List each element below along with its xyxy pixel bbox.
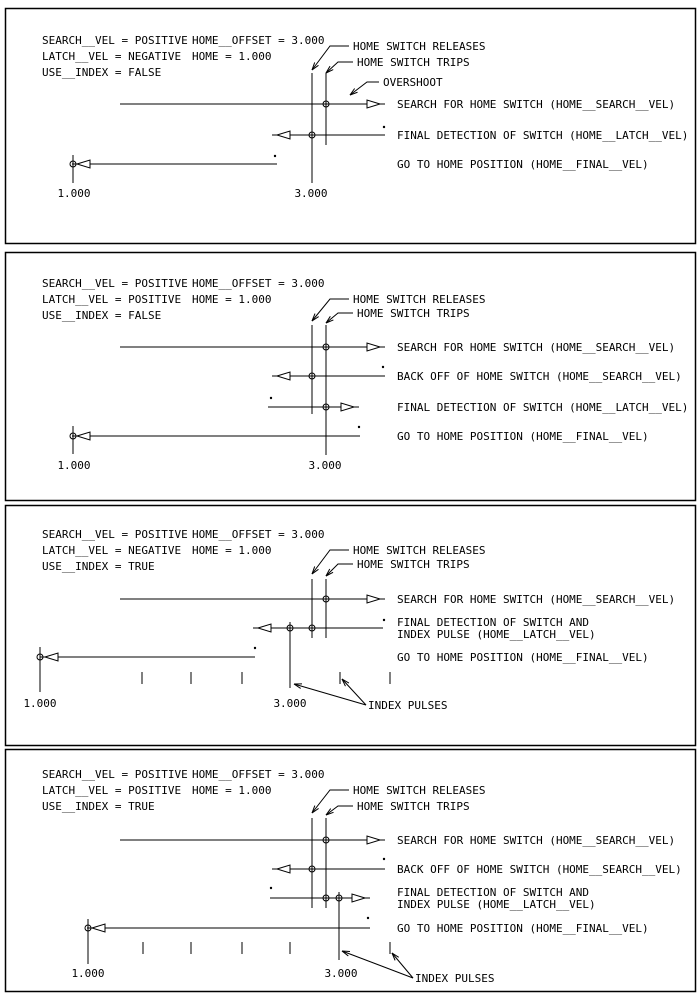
search-move-label: SEARCH FOR HOME SWITCH (HOME__SEARCH__VEL)	[397, 593, 676, 606]
search-move-arrowhead-icon	[367, 595, 380, 603]
goto-home-move-arrowhead-icon	[45, 653, 58, 661]
param-text: USE__INDEX = FALSE	[42, 66, 162, 79]
home-switch-releases-label: HOME SWITCH RELEASES	[353, 544, 486, 557]
index-pulses-leader-arrow-icon	[342, 951, 350, 952]
param-text: USE__INDEX = FALSE	[42, 309, 162, 322]
goto-home-move-label: GO TO HOME POSITION (HOME__FINAL__VEL)	[397, 158, 649, 171]
param-text: USE__INDEX = TRUE	[42, 560, 155, 573]
home-switch-trips-label: HOME SWITCH TRIPS	[357, 56, 470, 69]
axis-label: 1.000	[57, 187, 91, 200]
param-text: USE__INDEX = TRUE	[42, 800, 155, 813]
index-pulses-label: INDEX PULSES	[368, 699, 448, 712]
goto-home-move-label: GO TO HOME POSITION (HOME__FINAL__VEL)	[397, 651, 649, 664]
axis-label: 3.000	[308, 459, 342, 472]
latch-move-arrowhead-icon	[277, 131, 290, 139]
param-text: HOME__OFFSET = 3.000	[192, 277, 325, 290]
param-text: HOME = 1.000	[192, 784, 272, 797]
param-text: SEARCH__VEL = POSITIVE	[42, 277, 188, 290]
goto-home-move-label: GO TO HOME POSITION (HOME__FINAL__VEL)	[397, 430, 649, 443]
goto-home-move-label: GO TO HOME POSITION (HOME__FINAL__VEL)	[397, 922, 649, 935]
index-pulses-label: INDEX PULSES	[415, 972, 495, 985]
latch-move-label: FINAL DETECTION OF SWITCH AND	[397, 616, 590, 629]
goto-home-move-start-dot	[358, 426, 360, 428]
param-text: HOME = 1.000	[192, 544, 272, 557]
latch-move-start-dot	[270, 887, 272, 889]
search-move-arrowhead-icon	[367, 343, 380, 351]
param-text: LATCH__VEL = NEGATIVE	[42, 544, 182, 557]
goto-home-move-start-dot	[274, 155, 276, 157]
home-switch-releases-label: HOME SWITCH RELEASES	[353, 40, 486, 53]
panel-4	[6, 750, 696, 992]
panel-1	[6, 9, 696, 244]
param-text: HOME = 1.000	[192, 293, 272, 306]
axis-label: 1.000	[71, 967, 105, 980]
backoff-move-start-dot	[383, 858, 385, 860]
backoff-move-label: BACK OFF OF HOME SWITCH (HOME__SEARCH__VEL)	[397, 863, 682, 876]
latch-move-label: FINAL DETECTION OF SWITCH AND	[397, 886, 590, 899]
search-move-arrowhead-icon	[367, 100, 380, 108]
axis-label: 3.000	[294, 187, 328, 200]
param-text: HOME__OFFSET = 3.000	[192, 528, 325, 541]
latch-move-arrowhead-icon	[258, 624, 271, 632]
search-move-label: SEARCH FOR HOME SWITCH (HOME__SEARCH__VEL)	[397, 98, 676, 111]
overshoot-label: OVERSHOOT	[383, 76, 443, 89]
param-text: HOME__OFFSET = 3.000	[192, 34, 325, 47]
param-text: LATCH__VEL = POSITIVE	[42, 784, 182, 797]
goto-home-move-start-dot	[254, 647, 256, 649]
latch-move-label: FINAL DETECTION OF SWITCH (HOME__LATCH__VEL)	[397, 129, 689, 142]
backoff-move-start-dot	[382, 366, 384, 368]
goto-home-move-arrowhead-icon	[77, 432, 90, 440]
axis-label: 1.000	[57, 459, 91, 472]
latch-move-label: INDEX PULSE (HOME__LATCH__VEL)	[397, 628, 596, 641]
latch-move-label: FINAL DETECTION OF SWITCH (HOME__LATCH__VEL)	[397, 401, 689, 414]
backoff-move-label: BACK OFF OF HOME SWITCH (HOME__SEARCH__VEL)	[397, 370, 682, 383]
latch-move-arrowhead-icon	[341, 403, 354, 411]
home-switch-trips-label: HOME SWITCH TRIPS	[357, 800, 470, 813]
axis-label: 1.000	[23, 697, 57, 710]
panel-3-border	[6, 506, 696, 746]
param-text: HOME = 1.000	[192, 50, 272, 63]
goto-home-move-arrowhead-icon	[92, 924, 105, 932]
param-text: SEARCH__VEL = POSITIVE	[42, 34, 188, 47]
axis-label: 3.000	[324, 967, 358, 980]
search-move-label: SEARCH FOR HOME SWITCH (HOME__SEARCH__VEL)	[397, 341, 676, 354]
goto-home-move-arrowhead-icon	[77, 160, 90, 168]
home-switch-releases-label: HOME SWITCH RELEASES	[353, 293, 486, 306]
latch-move-start-dot	[383, 619, 385, 621]
param-text: LATCH__VEL = POSITIVE	[42, 293, 182, 306]
backoff-move-arrowhead-icon	[277, 865, 290, 873]
home-switch-trips-label: HOME SWITCH TRIPS	[357, 307, 470, 320]
panel-2	[6, 253, 696, 501]
home-switch-trips-label: HOME SWITCH TRIPS	[357, 558, 470, 571]
param-text: HOME__OFFSET = 3.000	[192, 768, 325, 781]
goto-home-move-start-dot	[367, 917, 369, 919]
search-move-arrowhead-icon	[367, 836, 380, 844]
param-text: SEARCH__VEL = POSITIVE	[42, 768, 188, 781]
latch-move-arrowhead-icon	[352, 894, 365, 902]
home-switch-releases-label: HOME SWITCH RELEASES	[353, 784, 486, 797]
search-move-label: SEARCH FOR HOME SWITCH (HOME__SEARCH__VEL)	[397, 834, 676, 847]
param-text: LATCH__VEL = NEGATIVE	[42, 50, 182, 63]
latch-move-start-dot	[270, 397, 272, 399]
backoff-move-arrowhead-icon	[277, 372, 290, 380]
panel-3	[6, 506, 696, 746]
param-text: SEARCH__VEL = POSITIVE	[42, 528, 188, 541]
latch-move-label: INDEX PULSE (HOME__LATCH__VEL)	[397, 898, 596, 911]
latch-move-start-dot	[383, 126, 385, 128]
axis-label: 3.000	[273, 697, 307, 710]
